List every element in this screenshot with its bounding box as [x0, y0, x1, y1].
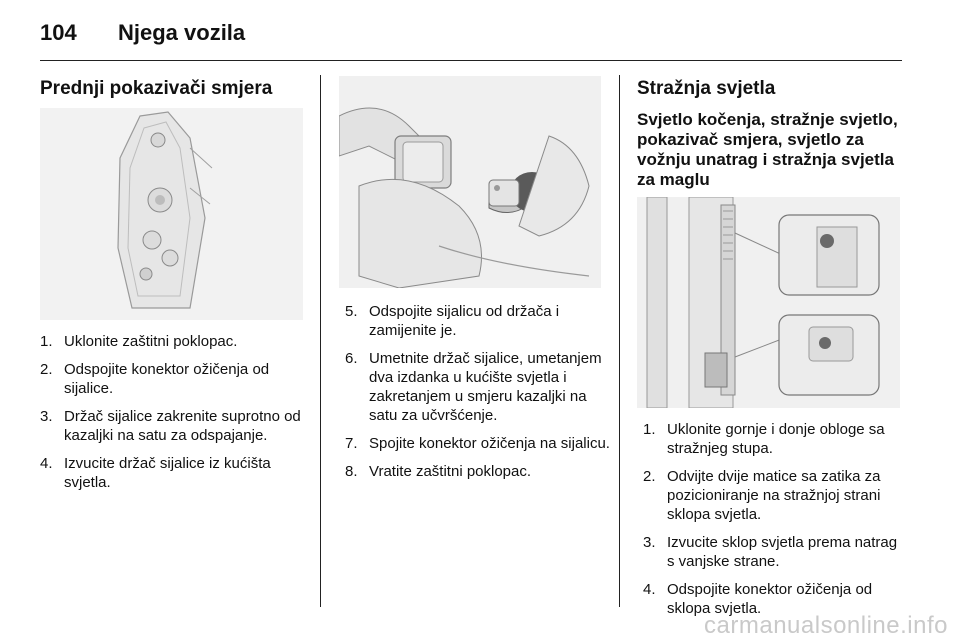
- front-indicator-illustration: [40, 108, 303, 320]
- right-steps-list: [643, 420, 905, 627]
- watermark: carmanualsonline.info: [704, 612, 948, 639]
- step-text: Umetnite držač sijalice, umetanjem dva izdanka u kućište svjetla i zakretanjem u smjeru kazaljki na satu za učvršćenje.: [369, 350, 602, 424]
- section-title-front-indicators: Prednji pokazivači smjera: [40, 78, 273, 99]
- list-item: [345, 349, 610, 425]
- step-text: Vratite zaštitni poklopac.: [369, 463, 532, 480]
- chapter-title: Njega vozila: [118, 20, 246, 45]
- step-number: 4.: [643, 581, 656, 598]
- list-item: [643, 420, 905, 458]
- column-divider-1: [320, 75, 321, 607]
- list-item: [40, 332, 310, 351]
- list-item: [40, 454, 310, 492]
- step-number: 2.: [643, 468, 656, 485]
- step-text: Uklonite gornje i donje obloge sa stražnjeg stupa.: [667, 421, 885, 457]
- step-text: Spojite konektor ožičenja na sijalicu.: [369, 435, 610, 452]
- step-text: Odspojite konektor ožičenja od sklopa svjetla.: [667, 581, 873, 617]
- step-number: 2.: [40, 361, 53, 378]
- page-number: 104: [40, 20, 77, 45]
- header-rule: [40, 60, 902, 61]
- step-text: Odvijte dvije matice sa zatika za pozicioniranje na stražnjoj strani sklopa svjetla.: [667, 468, 881, 523]
- step-text: Izvucite sklop svjetla prema natrag s vanjske strane.: [667, 534, 898, 570]
- list-item: [643, 533, 905, 571]
- rear-light-illustration: [637, 197, 900, 408]
- step-number: 1.: [643, 421, 656, 438]
- step-number: 3.: [643, 534, 656, 551]
- step-text: Odspojite konektor ožičenja od sijalice.: [64, 361, 270, 397]
- left-steps-list: [40, 332, 310, 501]
- middle-steps-list: [345, 302, 610, 490]
- step-number: 8.: [345, 463, 358, 480]
- list-item: [345, 462, 610, 481]
- step-number: 1.: [40, 333, 53, 350]
- step-text: Uklonite zaštitni poklopac.: [64, 333, 238, 350]
- step-number: 4.: [40, 455, 53, 472]
- section-title-rear-lights: Stražnja svjetla: [637, 78, 776, 99]
- step-number: 6.: [345, 350, 358, 367]
- list-item: [345, 302, 610, 340]
- step-text: Držač sijalice zakrenite suprotno od kazaljki na satu za odspajanje.: [64, 408, 301, 444]
- step-number: 5.: [345, 303, 358, 320]
- bulb-replacement-illustration: [339, 76, 601, 288]
- list-item: [643, 467, 905, 524]
- list-item: [345, 434, 610, 453]
- step-number: 3.: [40, 408, 53, 425]
- step-text: Odspojite sijalicu od držača i zamijenite je.: [369, 303, 560, 339]
- page-header: [40, 14, 900, 60]
- step-text: Izvucite držač sijalice iz kućišta svjetla.: [64, 455, 271, 491]
- subsection-title-rear-lights: Svjetlo kočenja, stražnje svjetlo, pokazivač smjera, svjetlo za vožnju unatrag i stražnja svjetla za maglu: [637, 110, 898, 189]
- list-item: [40, 407, 310, 445]
- step-number: 7.: [345, 435, 358, 452]
- column-divider-2: [619, 75, 620, 607]
- list-item: [40, 360, 310, 398]
